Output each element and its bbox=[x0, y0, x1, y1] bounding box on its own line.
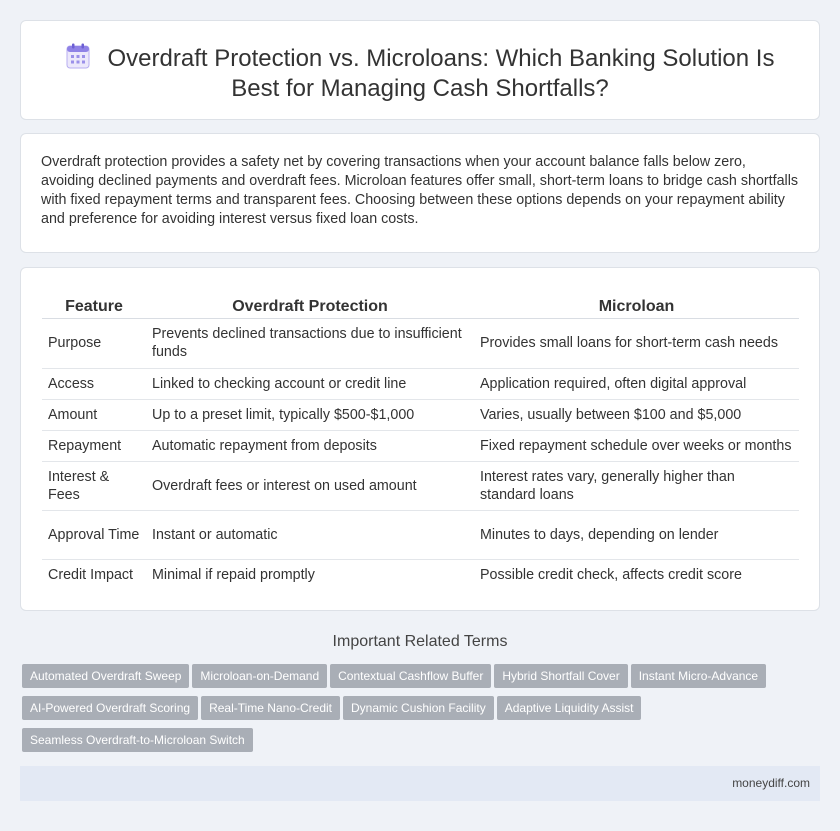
table-row bbox=[42, 461, 799, 510]
row-feature: Amount bbox=[42, 399, 146, 430]
related-term-tag[interactable]: Instant Micro-Advance bbox=[631, 664, 766, 688]
row-microloan: Fixed repayment schedule over weeks or months bbox=[474, 430, 799, 461]
row-feature: Credit Impact bbox=[48, 566, 134, 583]
page-title: Overdraft Protection vs. Microloans: Which Banking Solution Is Best for Managing Cash Shortfalls? bbox=[107, 45, 775, 102]
related-terms-list bbox=[22, 664, 812, 760]
related-term-tag[interactable]: Automated Overdraft Sweep bbox=[22, 664, 189, 688]
calendar-icon bbox=[66, 43, 90, 69]
row-overdraft: Automatic repayment from deposits bbox=[146, 430, 474, 461]
row-overdraft: Linked to checking account or credit line bbox=[146, 368, 474, 399]
row-feature: Interest & Fees bbox=[42, 461, 146, 510]
footer-bar bbox=[20, 766, 820, 801]
related-term-tag[interactable]: Microloan-on-Demand bbox=[192, 664, 327, 688]
table-row bbox=[42, 368, 799, 399]
row-overdraft: Minimal if repaid promptly bbox=[152, 566, 315, 583]
table-row bbox=[42, 510, 799, 559]
row-feature: Approval Time bbox=[42, 510, 146, 559]
table-row bbox=[42, 430, 799, 461]
row-microloan: Minutes to days, depending on lender bbox=[474, 510, 799, 559]
row-overdraft: Prevents declined transactions due to insufficient funds bbox=[146, 318, 474, 368]
header-overdraft: Overdraft Protection bbox=[146, 294, 474, 318]
footer-site-link[interactable]: moneydiff.com bbox=[732, 776, 810, 790]
related-term-tag[interactable]: Adaptive Liquidity Assist bbox=[497, 696, 642, 720]
row-overdraft: Up to a preset limit, typically $500-$1,000 bbox=[146, 399, 474, 430]
related-term-tag[interactable]: Contextual Cashflow Buffer bbox=[330, 664, 491, 688]
row-microloan: Interest rates vary, generally higher than standard loans bbox=[474, 461, 799, 510]
related-term-tag[interactable]: Seamless Overdraft-to-Microloan Switch bbox=[22, 728, 253, 752]
related-term-tag[interactable]: Dynamic Cushion Facility bbox=[343, 696, 494, 720]
title-card bbox=[20, 20, 820, 120]
row-feature: Repayment bbox=[42, 430, 146, 461]
comparison-table bbox=[42, 294, 799, 590]
table-row bbox=[42, 559, 799, 590]
table-row bbox=[42, 399, 799, 430]
related-term-tag[interactable]: Hybrid Shortfall Cover bbox=[494, 664, 627, 688]
related-term-tag[interactable]: Real-Time Nano-Credit bbox=[201, 696, 340, 720]
header-microloan: Microloan bbox=[474, 294, 799, 318]
row-feature: Access bbox=[42, 368, 146, 399]
table-header-row bbox=[42, 294, 799, 318]
row-feature: Purpose bbox=[42, 318, 146, 368]
page-title-wrap bbox=[61, 43, 779, 104]
related-terms-heading: Important Related Terms bbox=[332, 633, 508, 650]
row-overdraft: Instant or automatic bbox=[146, 510, 474, 559]
comparison-card bbox=[20, 267, 820, 611]
row-overdraft: Overdraft fees or interest on used amount bbox=[146, 461, 474, 510]
row-microloan: Varies, usually between $100 and $5,000 bbox=[474, 399, 799, 430]
intro-paragraph: Overdraft protection provides a safety net by covering transactions when your account balance falls below zero, avoiding declined payments and overdraft fees. Microloan features offer small, short-term loans to bridge cash shortfalls with fixed repayment terms and transparent fees. Choosing between these options depends on your repayment ability and preference for avoiding interest versus fixed loan costs. bbox=[41, 154, 799, 227]
row-microloan: Provides small loans for short-term cash needs bbox=[474, 318, 799, 368]
row-microloan: Application required, often digital approval bbox=[474, 368, 799, 399]
table-row bbox=[42, 318, 799, 368]
header-feature: Feature bbox=[42, 294, 146, 318]
intro-card bbox=[20, 133, 820, 253]
related-term-tag[interactable]: AI-Powered Overdraft Scoring bbox=[22, 696, 198, 720]
row-microloan: Possible credit check, affects credit score bbox=[480, 566, 742, 583]
